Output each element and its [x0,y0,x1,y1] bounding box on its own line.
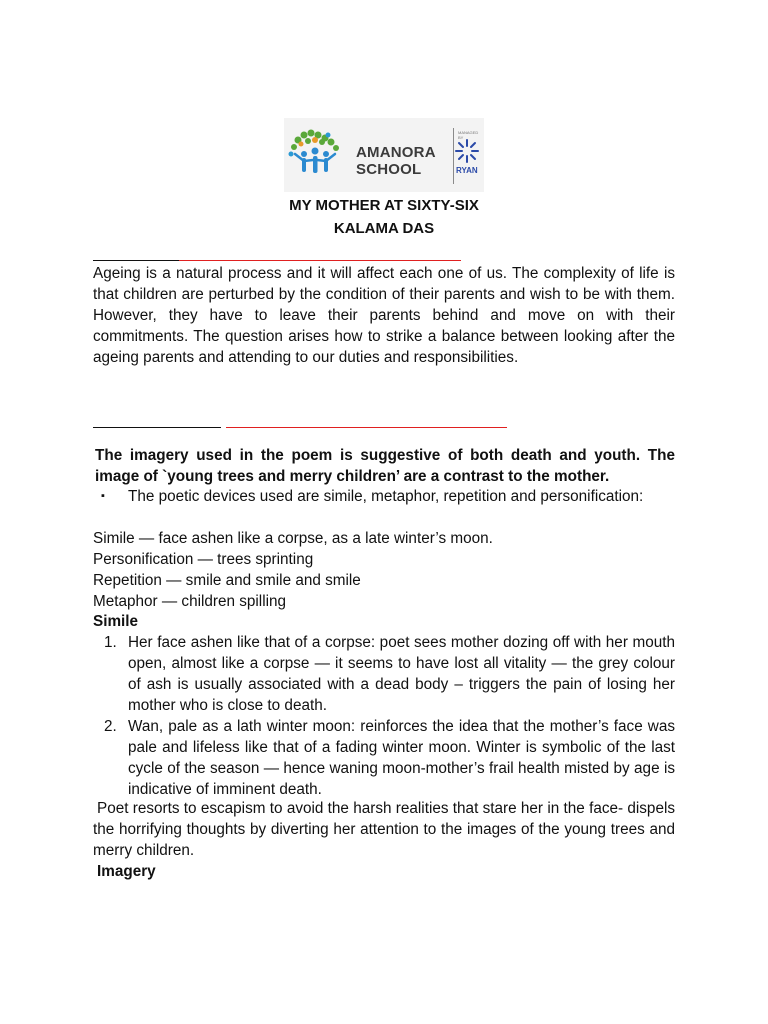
simile-item-text: Her face ashen like that of a corpse: poet sees mother dozing off with her mouth open, almost like a corpse — it seems to have lost all vitality — the grey colour of ash is usually associated with a dead body – triggers the pain of losing her mother who is close to death. [128,634,675,714]
imagery-heading: Imagery [97,863,156,880]
divider-black [93,260,179,261]
simile-item-number: 1. [104,634,117,651]
intro-paragraph: Ageing is a natural process and it will affect each one of us. The complexity of life is that children are perturbed by the condition of their parents and wish to be with them. However, they have to leave their parents behind and move on with their commitments. The question arises how to strike a balance between looking after the ageing parents and attending to our duties and responsibilities. [93,265,675,366]
divider-red-2 [226,427,507,428]
school-name-line2: SCHOOL [356,161,422,178]
school-name [356,144,436,178]
devices-bullet: The poetic devices used are simile, metaphor, repetition and personification: [128,488,644,505]
divider-red [179,260,461,261]
school-name-line1: AMANORA [356,144,436,161]
school-logo [284,118,484,192]
simile-item-number: 2. [104,718,117,735]
logo-divider [453,128,454,184]
device-simile: Simile — face ashen like a corpse, as a late winter’s moon. [93,530,493,547]
device-personification: Personification — trees sprinting [93,551,314,568]
simile-item-text: Wan, pale as a lath winter moon: reinforces the idea that the mother’s face was pale and lifeless like that of a fading winter moon. Winter is symbolic of the last cycle of the season — hence waning moon-mother’s frail health misted by age is indicative of imminent death. [128,718,675,798]
device-repetition: Repetition — smile and smile and smile [93,572,361,589]
imagery-intro: The imagery used in the poem is suggestive of both death and youth. The image of `young trees and merry children’ are a contrast to the mother. [95,447,675,485]
partner-name: RYAN [456,166,478,175]
bullet-marker: ▪ [101,490,105,502]
partner-tagline: MANAGED BY [458,130,479,140]
simile-heading: Simile [93,613,139,630]
poem-author: KALAMA DAS [333,220,435,237]
poem-title: MY MOTHER AT SIXTY-SIX [289,197,479,214]
escapism-paragraph: Poet resorts to escapism to avoid the harsh realities that stare her in the face- dispels the horrifying thoughts by diverting her attention to the images of the young trees and merry children. [93,800,675,859]
divider-black-2 [93,427,221,428]
device-metaphor: Metaphor — children spilling [93,593,287,610]
